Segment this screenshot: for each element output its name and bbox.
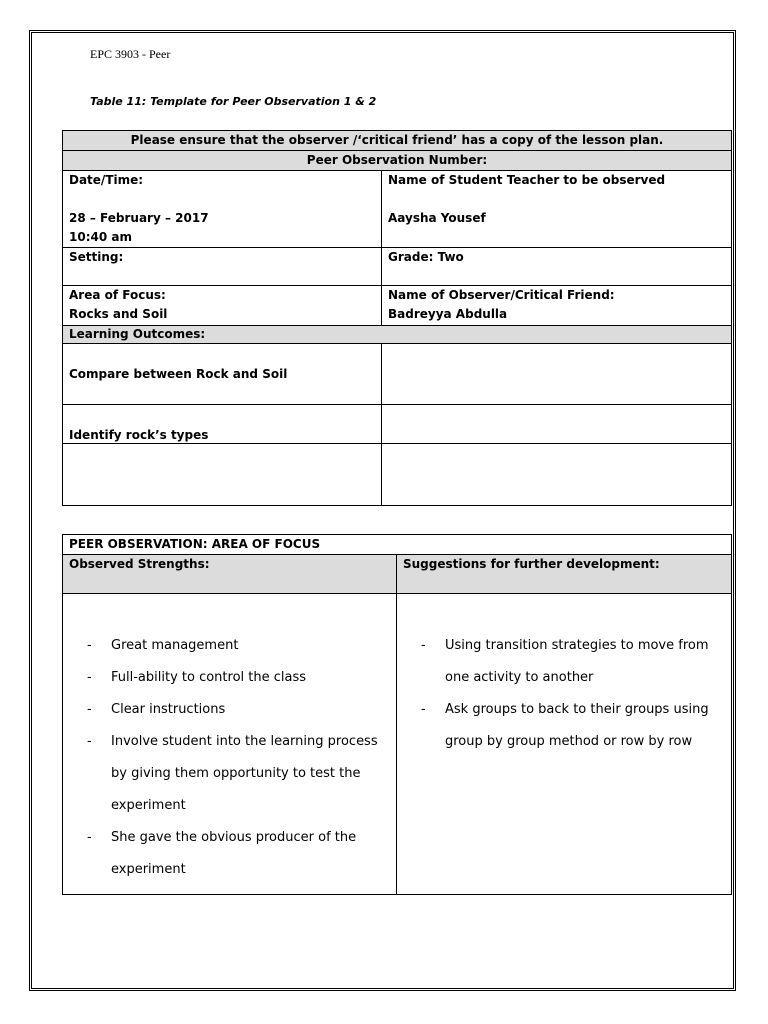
observation-title: PEER OBSERVATION: AREA OF FOCUS [63, 535, 732, 555]
suggestions-cell [397, 594, 732, 895]
strength-item: - Clear instructions [87, 702, 226, 717]
area-of-focus-cell [63, 286, 382, 326]
learning-outcomes-label: Learning Outcomes: [63, 326, 732, 344]
student-teacher-label: Name of Student Teacher to be observed [388, 173, 666, 187]
area-of-focus-label: Area of Focus: [69, 288, 166, 302]
suggestion-item: - Ask groups to back to their groups using group by group method or row by row [421, 702, 709, 749]
table-caption: Table 11: Template for Peer Observation 1 & 2 [90, 95, 377, 108]
outcome-1: Compare between Rock and Soil [63, 344, 382, 405]
strengths-list [87, 630, 380, 886]
strength-item: - Involve student into the learning process by giving them opportunity to test the experiment [87, 734, 378, 813]
suggestions-list [421, 630, 723, 758]
outcome-3-notes [382, 444, 732, 506]
date-time-label: Date/Time: [69, 173, 144, 187]
strengths-header: Observed Strengths: [63, 555, 397, 594]
grade-cell [382, 248, 732, 286]
date-value: 28 – February – 2017 [69, 211, 209, 225]
outcome-2: Identify rock’s types [63, 405, 382, 444]
strength-item: - Full-ability to control the class [87, 670, 307, 685]
lesson-info-table [62, 130, 732, 506]
observer-cell [382, 286, 732, 326]
suggestions-header: Suggestions for further development: [397, 555, 732, 594]
area-of-focus-value: Rocks and Soil [69, 307, 168, 321]
strength-item: - Great management [87, 638, 239, 653]
peer-observation-number: Peer Observation Number: [63, 151, 732, 171]
document-header: EPC 3903 - Peer [90, 47, 171, 61]
setting-cell [63, 248, 382, 286]
setting-label: Setting: [69, 250, 124, 264]
strength-item: - She gave the obvious producer of the experiment [87, 830, 357, 877]
lesson-plan-notice: Please ensure that the observer /‘critical friend’ has a copy of the lesson plan. [63, 131, 732, 151]
suggestion-item: - Using transition strategies to move from one activity to another [421, 638, 709, 685]
grade-text: Grade: Two [388, 250, 464, 264]
date-time-cell [63, 171, 382, 248]
outcome-3 [63, 444, 382, 506]
student-teacher-cell [382, 171, 732, 248]
outcome-2-notes [382, 405, 732, 444]
time-value: 10:40 am [69, 230, 132, 244]
outcome-1-notes [382, 344, 732, 405]
observer-name: Badreyya Abdulla [388, 307, 508, 321]
student-teacher-name: Aaysha Yousef [388, 211, 486, 225]
observation-table [62, 534, 732, 895]
observer-label: Name of Observer/Critical Friend: [388, 288, 615, 302]
strengths-cell [63, 594, 397, 895]
